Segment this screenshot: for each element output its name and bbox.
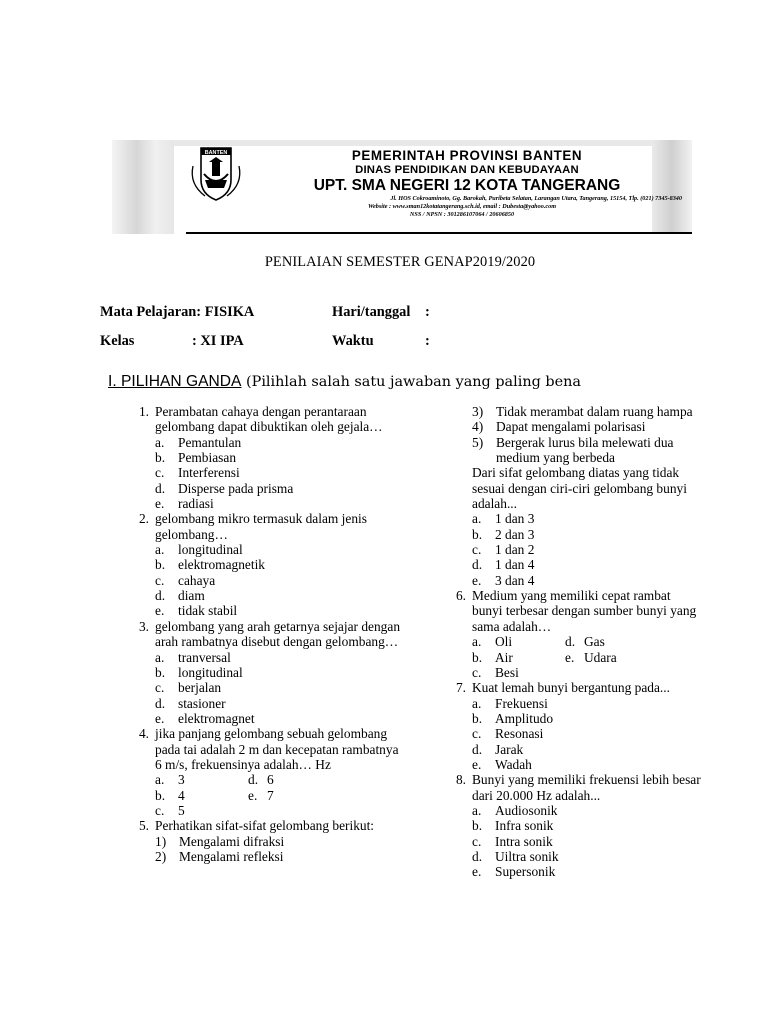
logo-text: BANTEN [204,150,228,156]
option-letter: b. [155,787,166,803]
option-text: 2 dan 3 [495,526,535,542]
option [472,864,704,879]
option-text: tranversal [178,649,231,665]
option [472,726,704,741]
option [155,711,407,726]
day-date-colon: : [425,304,430,320]
statement-text: Dapat mengalami polarisasi [496,419,646,435]
option [155,803,407,818]
option [472,742,704,757]
option-text: longitudinal [178,542,243,558]
option [472,757,704,772]
letterhead [112,140,692,238]
question-text: Kuat lemah bunyi bergantung pada... [472,680,670,696]
option [155,603,407,618]
option-letter: b. [472,818,483,834]
statement-text: Mengalami difraksi [179,833,285,849]
class-value: : XI IPA [192,333,244,349]
letterhead-department: DINAS PENDIDIKAN DAN KEBUDAYAAN [355,164,579,176]
class-label: Kelas [100,333,135,349]
question-text: Perambatan cahaya dengan perantaraan gelombang dapat dibuktikan oleh gejala… [155,404,383,435]
letterhead-school: UPT. SMA NEGERI 12 KOTA TANGERANG [313,177,621,194]
question-2 [127,511,407,618]
statement [155,834,407,849]
option [472,849,704,864]
day-date-label: Hari/tanggal [332,304,411,320]
option [155,465,407,480]
option-text: Disperse pada prisma [178,480,294,496]
letterhead-address: Jl. HOS Cokroaminoto, Gg. Barokah, Puribeta Selatan, Larangan Utara, Tangerang, 15154, Tlp. (021) 7345-8340 [390,195,682,202]
option-text: tidak stabil [178,603,238,619]
option-letter: d. [565,634,576,650]
question-number: 2. [138,511,149,527]
statement-text: Bergerak lurus bila melewati dua medium yang berbeda [496,434,674,466]
option-text: Jarak [495,741,524,757]
option-letter: b. [155,557,166,573]
option-text: berjalan [178,680,222,696]
option-text: Resonasi [495,726,544,742]
option-text: Intra sonik [495,833,553,849]
subject-field: Mata Pelajaran: FISIKA [100,304,255,320]
question-3 [127,619,407,726]
question-number: 7. [455,680,466,696]
question-6 [444,588,704,680]
statement-text: Tidak merambat dalam ruang hampa [496,404,693,419]
option-text: Supersonik [495,864,556,880]
section-instruction: (Pilihlah salah satu jawaban yang paling bena [241,374,581,390]
option-text: 1 dan 4 [495,557,535,573]
option [155,542,407,557]
letterhead-nss: NSS / NPSN : 301286107064 / 20606850 [409,210,515,218]
option-letter: d. [155,480,166,496]
option-text: 5 [178,802,185,818]
statement [155,849,407,864]
option-text: elektromagnetik [178,557,266,573]
option-letter: b. [155,450,166,466]
option-text: 4 [178,787,185,803]
option-text: Wadah [495,756,532,772]
question-5 [127,818,407,864]
option-text: 6 [267,772,274,788]
option-text: radiasi [178,496,214,512]
option-letter: e. [155,496,165,512]
question-4 [127,726,407,818]
option-pair [472,650,704,665]
option [472,711,704,726]
option-letter: c. [155,572,165,588]
question-number: 3. [138,618,149,634]
option-text: 1 dan 3 [495,511,535,527]
letterhead-website: Website : www.sman12kotatangerang.sch.id, email : Dubesta@yahoo.com [367,202,557,210]
option-letter: d. [472,741,483,757]
option [155,557,407,572]
question-number: 6. [455,588,466,604]
scan-shadow-left [112,140,174,234]
option [155,650,407,665]
option-letter: d. [155,695,166,711]
option-letter: e. [472,756,482,772]
option [155,680,407,695]
option-text: 3 [178,772,185,788]
option-letter: c. [155,802,165,818]
option [155,573,407,588]
question-5-continued [444,404,704,588]
option-letter: d. [472,848,483,864]
option [472,527,704,542]
option-letter: e. [565,649,575,665]
option-text: Besi [495,664,519,680]
option [472,818,704,833]
option-text: cahaya [178,572,216,588]
option [155,496,407,511]
option-letter: a. [472,634,482,650]
option-letter: d. [472,557,483,573]
time-colon: : [425,333,430,349]
option [472,665,704,680]
option-text: diam [178,588,205,604]
statement [472,435,704,466]
questions-left-column [127,404,407,864]
option-text: Amplitudo [495,710,554,726]
question-number: 8. [455,772,466,788]
option [472,557,704,572]
option-letter: a. [472,695,482,711]
option-pair [155,788,407,803]
question-text: gelombang mikro termasuk dalam jenis gelombang… [155,511,367,542]
option-text: Gas [584,634,605,650]
option-letter: a. [472,802,482,818]
statement-number: 5) [472,434,484,450]
option-letter: e. [472,572,482,588]
option-letter: c. [472,726,482,742]
option-letter: a. [472,511,482,527]
option-letter: c. [155,465,165,481]
option-letter: a. [155,434,165,450]
option [155,481,407,496]
option-text: elektromagnet [178,710,255,726]
option-text: Interferensi [178,465,240,481]
question-text: jika panjang gelombang sebuah gelombang pada tai adalah 2 m dan kecepatan rambatnya 6 m/s, frekuensinya adalah… Hz [155,726,399,772]
option [472,803,704,818]
option-text: Oli [495,634,513,650]
option-text: stasioner [178,695,226,711]
option-letter: c. [472,833,482,849]
option-letter: b. [472,649,483,665]
question-number: 5. [138,818,149,834]
question-number: 1. [138,404,149,419]
option-letter: c. [472,664,482,680]
question-prompt: Dari sifat gelombang diatas yang tidak sesuai dengan ciri-ciri gelombang bunyi adalah... [472,465,687,512]
option [155,588,407,603]
statement-number: 2) [155,848,167,864]
option-pair [472,634,704,649]
option-letter: d. [155,588,166,604]
option-letter: c. [155,680,165,696]
option [472,834,704,849]
questions-right-column [444,404,704,880]
option-text: longitudinal [178,664,243,680]
letterhead-government: PEMERINTAH PROVINSI BANTEN [351,148,583,163]
statement-number: 3) [472,404,484,419]
option-text: Udara [584,649,617,665]
section-heading [108,373,581,391]
exam-title: PENILAIAN SEMESTER GENAP2019/2020 [264,254,536,270]
option-letter: c. [472,542,482,558]
statement-number: 4) [472,419,484,435]
option [155,665,407,680]
option-text: Pembiasan [178,450,237,466]
option-text: 1 dan 2 [495,542,535,558]
option-letter: e. [248,787,258,803]
option-letter: e. [155,603,165,619]
statement [472,419,704,434]
option-letter: b. [472,710,483,726]
question-7 [444,680,704,772]
option-letter: e. [155,710,165,726]
option-letter: a. [155,772,165,788]
option-text: Frekuensi [495,695,548,711]
question-text: gelombang yang arah getarnya sejajar dengan arah rambatnya disebut dengan gelombang… [155,618,401,650]
option-letter: b. [472,526,483,542]
question-text: Medium yang memiliki cepat rambat bunyi terbesar dengan sumber bunyi yang sama adalah… [472,588,697,634]
option-text: Uiltra sonik [495,848,559,864]
statement [472,404,704,419]
letterhead-divider [186,232,692,234]
option-text: 3 dan 4 [495,572,535,588]
option-text: Infra sonik [495,818,554,834]
option [472,511,704,526]
option [155,696,407,711]
option [472,696,704,711]
option-letter: a. [155,649,165,665]
option-text: Audiosonik [495,802,558,818]
section-title: I. PILIHAN GANDA [108,373,242,390]
option-letter: b. [155,664,166,680]
option-letter: d. [248,772,259,788]
option [472,542,704,557]
question-number: 4. [138,726,149,742]
option [472,573,704,588]
option-text: Air [495,649,513,665]
question-text: Perhatikan sifat-sifat gelombang berikut: [155,818,375,834]
statement-number: 1) [155,833,167,849]
question-1 [127,404,407,511]
option-letter: e. [472,864,482,880]
statement-text: Mengalami refleksi [179,848,284,864]
question-8 [444,772,704,879]
option [155,450,407,465]
option [155,435,407,450]
option-pair [155,772,407,787]
option-letter: a. [155,542,165,558]
time-label: Waktu [332,333,374,349]
option-text: 7 [267,787,274,803]
question-text: Bunyi yang memiliki frekuensi lebih besar dari 20.000 Hz adalah... [472,772,701,803]
option-text: Pemantulan [178,434,242,450]
